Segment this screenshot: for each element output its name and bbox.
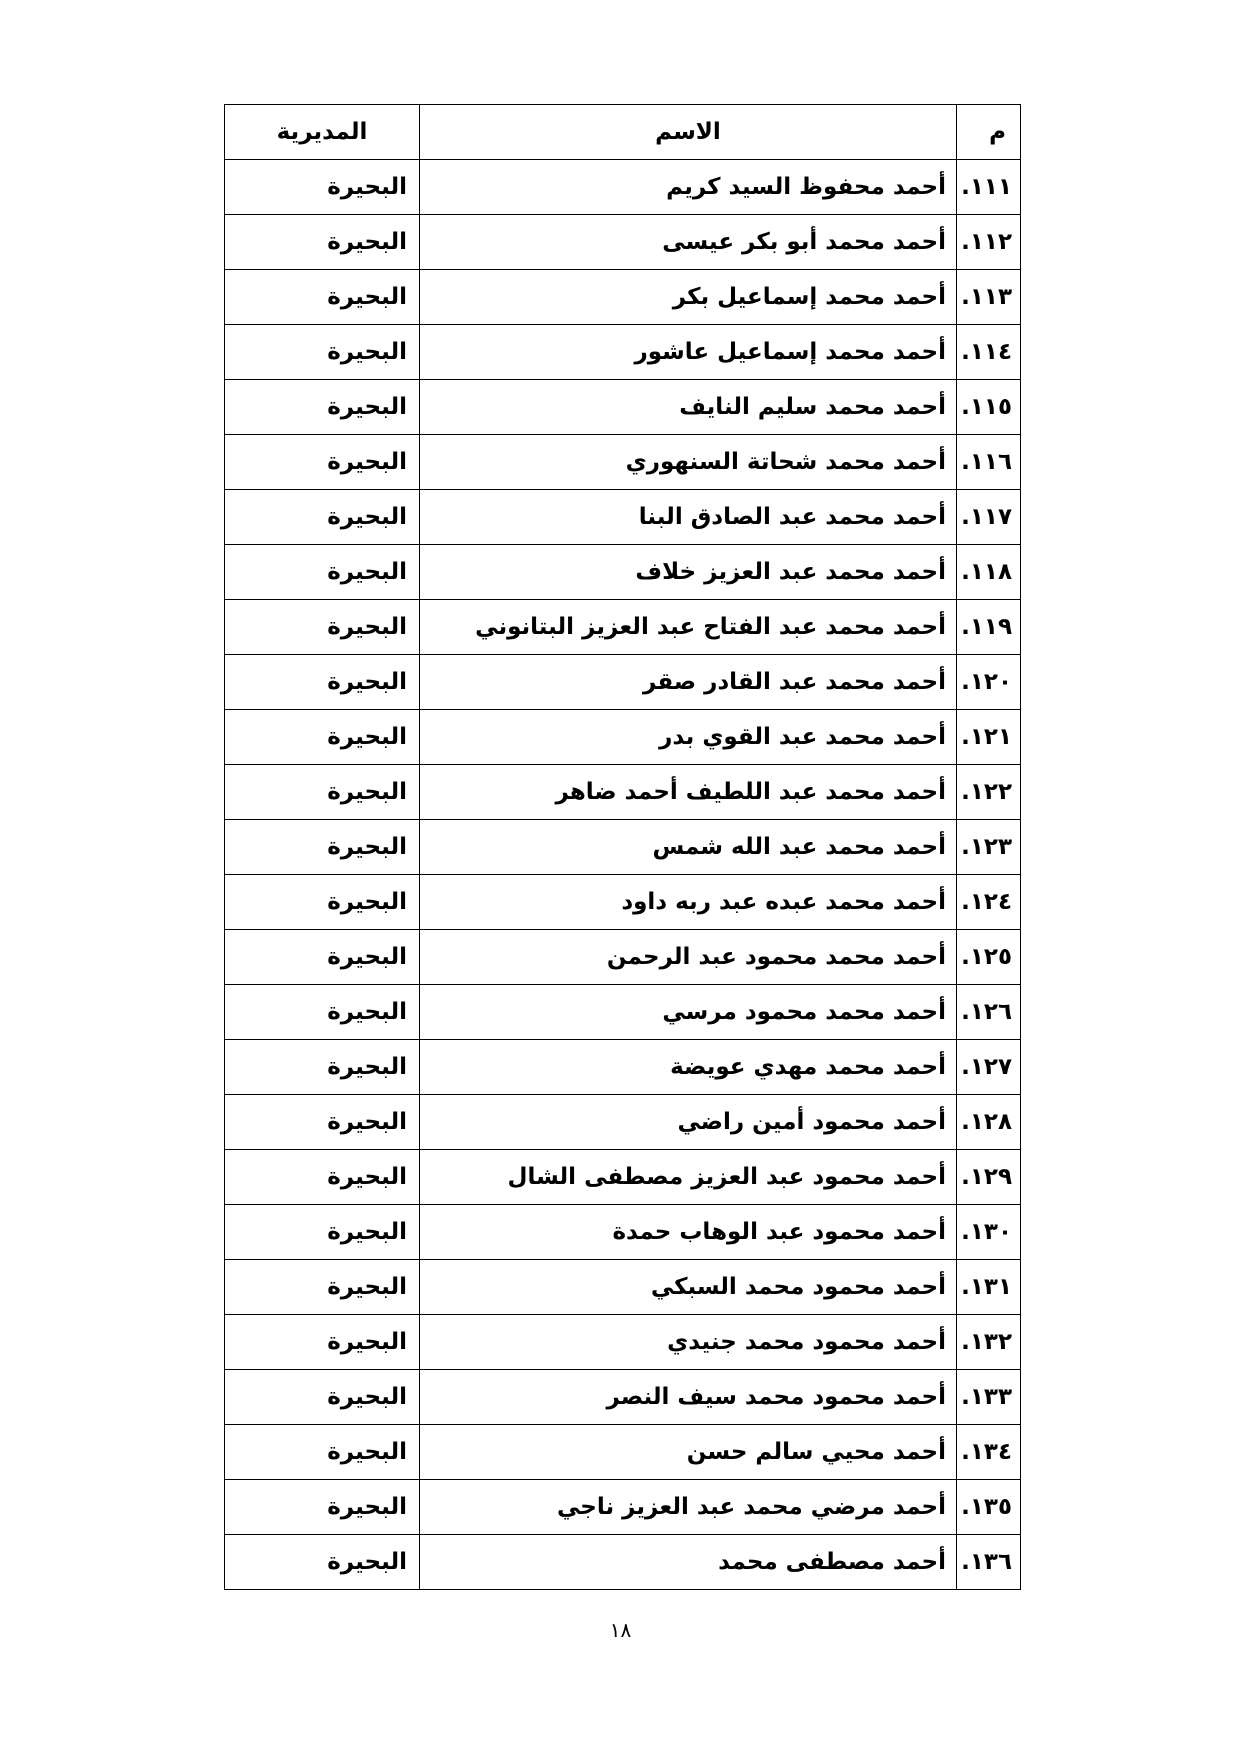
row-directorate: البحيرة [225,1315,420,1370]
row-name: أحمد محمود أمين راضي [420,1095,957,1150]
row-number: ١١٧. [957,490,1021,545]
table-row [225,1315,1021,1370]
row-number: ١٢٨. [957,1095,1021,1150]
table-row [225,1260,1021,1315]
table-row [225,985,1021,1040]
row-name: أحمد محمد إسماعيل بكر [420,270,957,325]
table-row [225,1095,1021,1150]
row-name: أحمد محمد عبده عبد ربه داود [420,875,957,930]
row-number: ١٢٢. [957,765,1021,820]
row-name: أحمد محمود عبد العزيز مصطفى الشال [420,1150,957,1205]
row-name: أحمد محمد عبد الصادق البنا [420,490,957,545]
table-row [225,1150,1021,1205]
table-row [225,1040,1021,1095]
row-name: أحمد محمود محمد سيف النصر [420,1370,957,1425]
column-header-directorate: المديرية [225,105,420,160]
table-row [225,1535,1021,1590]
row-name: أحمد محمود محمد جنيدي [420,1315,957,1370]
row-name: أحمد محمد عبد القوي بدر [420,710,957,765]
table-row [225,1370,1021,1425]
table-row [225,1480,1021,1535]
row-name: أحمد محمود محمد السبكي [420,1260,957,1315]
row-number: ١٢٣. [957,820,1021,875]
row-directorate: البحيرة [225,710,420,765]
row-number: ١٢٠. [957,655,1021,710]
row-directorate: البحيرة [225,215,420,270]
table-row [225,1425,1021,1480]
row-directorate: البحيرة [225,1370,420,1425]
row-name: أحمد محمد سليم النايف [420,380,957,435]
row-number: ١٣٥. [957,1480,1021,1535]
row-number: ١٢٦. [957,985,1021,1040]
table-body [225,160,1021,1590]
names-table [224,104,1021,1590]
row-directorate: البحيرة [225,765,420,820]
column-header-number: م [957,105,1021,160]
row-directorate: البحيرة [225,820,420,875]
row-number: ١٢٩. [957,1150,1021,1205]
row-name: أحمد مصطفى محمد [420,1535,957,1590]
row-name: أحمد محمد محمود عبد الرحمن [420,930,957,985]
table-row [225,655,1021,710]
row-directorate: البحيرة [225,545,420,600]
row-directorate: البحيرة [225,1205,420,1260]
row-directorate: البحيرة [225,600,420,655]
row-number: ١١٢. [957,215,1021,270]
row-directorate: البحيرة [225,1425,420,1480]
table-row [225,765,1021,820]
row-number: ١١١. [957,160,1021,215]
row-name: أحمد محيي سالم حسن [420,1425,957,1480]
row-directorate: البحيرة [225,875,420,930]
row-number: ١١٦. [957,435,1021,490]
row-directorate: البحيرة [225,380,420,435]
table-row [225,325,1021,380]
table-row [225,875,1021,930]
table-row [225,215,1021,270]
row-name: أحمد محمد عبد اللطيف أحمد ضاهر [420,765,957,820]
row-directorate: البحيرة [225,1480,420,1535]
table-row [225,600,1021,655]
table-row [225,160,1021,215]
table-row [225,1205,1021,1260]
row-name: أحمد محمد محمود مرسي [420,985,957,1040]
row-name: أحمد محمد مهدي عويضة [420,1040,957,1095]
row-name: أحمد مرضي محمد عبد العزيز ناجي [420,1480,957,1535]
row-directorate: البحيرة [225,1095,420,1150]
row-number: ١١٥. [957,380,1021,435]
row-name: أحمد محمد عبد العزيز خلاف [420,545,957,600]
table-row [225,820,1021,875]
table-row [225,545,1021,600]
row-directorate: البحيرة [225,490,420,545]
row-directorate: البحيرة [225,325,420,380]
row-directorate: البحيرة [225,930,420,985]
row-directorate: البحيرة [225,985,420,1040]
row-number: ١٣٤. [957,1425,1021,1480]
row-number: ١١٤. [957,325,1021,380]
row-name: أحمد محمد عبد الفتاح عبد العزيز البتانوني [420,600,957,655]
row-number: ١٣١. [957,1260,1021,1315]
table-row [225,930,1021,985]
row-name: أحمد محمد شحاتة السنهوري [420,435,957,490]
row-number: ١١٣. [957,270,1021,325]
row-name: أحمد محمد أبو بكر عيسى [420,215,957,270]
row-directorate: البحيرة [225,1150,420,1205]
row-directorate: البحيرة [225,160,420,215]
row-number: ١٢٥. [957,930,1021,985]
row-name: أحمد محمد إسماعيل عاشور [420,325,957,380]
row-directorate: البحيرة [225,655,420,710]
column-header-name: الاسم [420,105,957,160]
table-row [225,270,1021,325]
table-row [225,380,1021,435]
row-number: ١٢٤. [957,875,1021,930]
row-number: ١٣٣. [957,1370,1021,1425]
row-number: ١١٩. [957,600,1021,655]
row-number: ١٣٠. [957,1205,1021,1260]
row-directorate: البحيرة [225,1040,420,1095]
row-number: ١٢٧. [957,1040,1021,1095]
table-row [225,490,1021,545]
row-name: أحمد محمود عبد الوهاب حمدة [420,1205,957,1260]
row-directorate: البحيرة [225,1260,420,1315]
row-name: أحمد محفوظ السيد كريم [420,160,957,215]
page-number: ١٨ [609,1618,632,1642]
row-number: ١٣٦. [957,1535,1021,1590]
row-name: أحمد محمد عبد القادر صقر [420,655,957,710]
row-number: ١٢١. [957,710,1021,765]
row-name: أحمد محمد عبد الله شمس [420,820,957,875]
row-number: ١١٨. [957,545,1021,600]
row-directorate: البحيرة [225,435,420,490]
row-number: ١٣٢. [957,1315,1021,1370]
row-directorate: البحيرة [225,1535,420,1590]
row-directorate: البحيرة [225,270,420,325]
table-header-row [225,105,1021,160]
table-row [225,710,1021,765]
table-row [225,435,1021,490]
